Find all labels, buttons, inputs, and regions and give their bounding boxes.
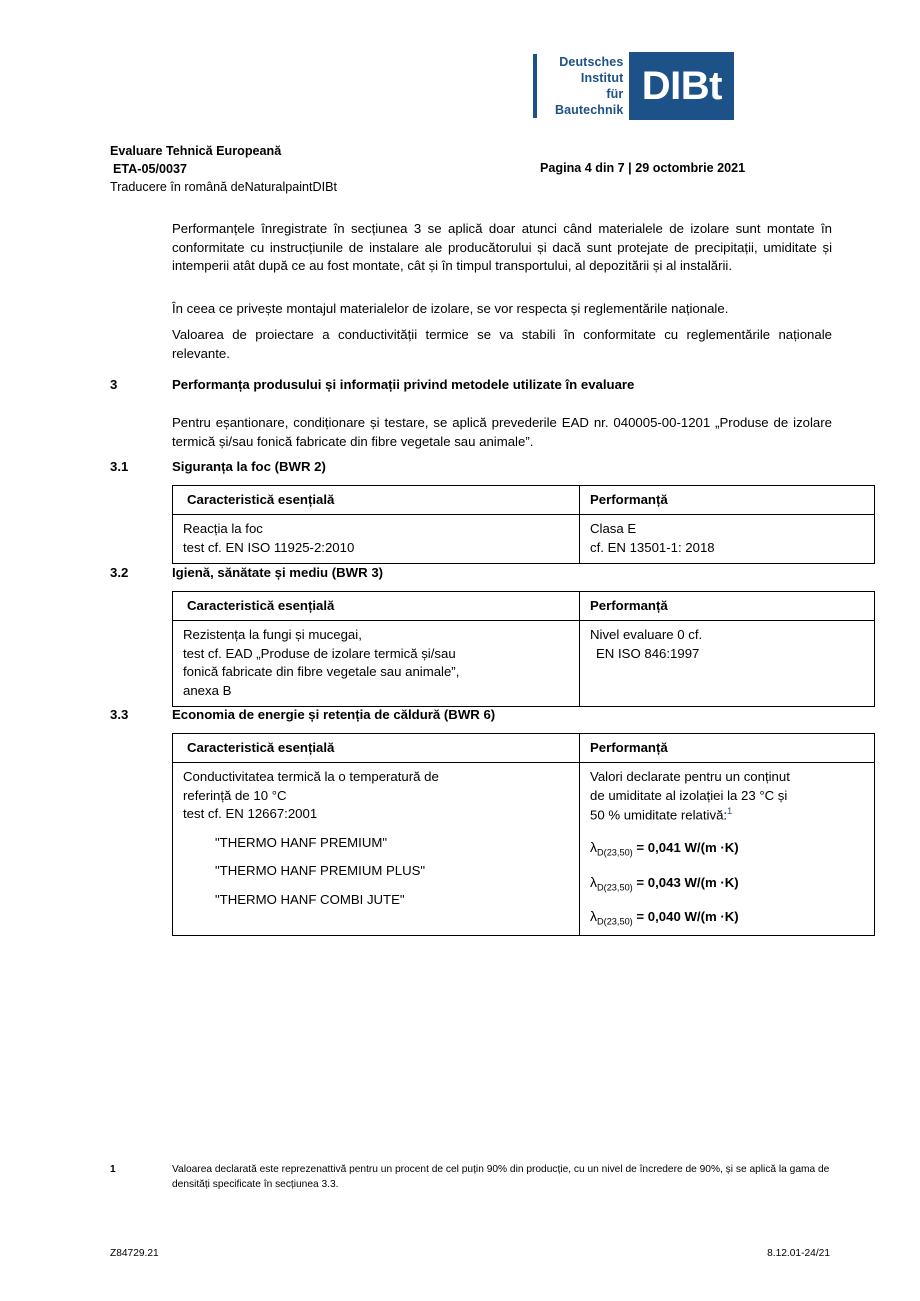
- lambda-symbol: λ: [590, 839, 597, 856]
- lambda-subscript: D(23,50): [597, 847, 633, 858]
- logo-dibt-mark: DIBt: [629, 52, 734, 120]
- logo-line-4: Bautechnik: [555, 103, 624, 117]
- section-title-3: Performanța produsului și informații privind metodele utilizate în evaluare: [172, 377, 635, 392]
- performance-line-2: cf. EN 13501-1: 2018: [590, 539, 715, 555]
- document-header: [110, 143, 810, 197]
- cell-characteristic: [173, 515, 580, 564]
- characteristic-line-3: fonică fabricate din fibre vegetale sau animale”,: [183, 664, 460, 680]
- lambda-value-1: = 0,041 W/(m ·K): [636, 840, 739, 856]
- table-row: [173, 621, 875, 707]
- paragraph-design-value: Valoarea de proiectare a conductivității termice se va stabili în conformitate cu reglementările naționale relevante.: [172, 327, 832, 361]
- logo-accent-bar: [533, 54, 537, 118]
- characteristic-line-1: Conductivitatea termică la o temperatură de: [183, 769, 439, 785]
- table-row: [173, 515, 875, 564]
- characteristic-line-2: referință de 10 °C: [183, 787, 287, 803]
- performance-line-1: Clasa E: [590, 521, 637, 537]
- lambda-symbol: λ: [590, 908, 597, 925]
- footnote-block: [110, 1163, 830, 1193]
- document-footer: [110, 1248, 830, 1259]
- table-header-row: [173, 734, 875, 763]
- section-number-3-1: 3.1: [110, 459, 129, 474]
- translation-note: Traducere în română deNaturalpaintDIBt: [110, 179, 338, 194]
- header-cell-performance: Performanță: [580, 486, 875, 515]
- product-name-3: "THERMO HANF COMBI JUTE": [215, 891, 405, 907]
- paragraph-section-3-intro: Pentru eșantionare, condiționare și testare, se aplică prevederile EAD nr. 040005-00-1201 „Produse de izolare termică și/sau fonică fabricate din fibre vegetale sau animale”.: [172, 415, 832, 449]
- section-title-3-3: Economia de energie și retenția de căldură (BWR 6): [172, 707, 496, 722]
- header-cell-characteristic: Caracteristică esențială: [173, 592, 580, 621]
- logo-line-1: Deutsches: [559, 55, 624, 69]
- section-number-3-2: 3.2: [110, 565, 129, 580]
- lambda-subscript: D(23,50): [597, 882, 633, 893]
- lambda-value-row-2: [590, 873, 866, 895]
- header-cell-performance: Performanță: [580, 592, 875, 621]
- performance-line-2: de umiditate al izolației la 23 °C și: [590, 787, 788, 803]
- cell-performance: [580, 621, 875, 707]
- document-title: Evaluare Tehnică Europeană: [110, 144, 282, 158]
- table-header-row: [173, 486, 875, 515]
- footnote-number: 1: [110, 1164, 116, 1175]
- performance-line-3: [590, 805, 866, 825]
- characteristic-line-3: test cf. EN 12667:2001: [183, 806, 318, 822]
- table-row: [173, 763, 875, 935]
- table-fire-safety: [172, 485, 875, 564]
- performance-line-2: EN ISO 846:1997: [596, 645, 700, 661]
- page-info: Pagina 4 din 7 | 29 octombrie 2021: [540, 161, 746, 175]
- lambda-subscript: D(23,50): [597, 917, 633, 927]
- characteristic-line-2: test cf. EAD „Produse de izolare termică și/sau: [183, 645, 456, 661]
- product-name-2: "THERMO HANF PREMIUM PLUS": [215, 863, 426, 879]
- lambda-value-row-1: [590, 838, 866, 860]
- characteristic-line-4: anexa B: [183, 682, 232, 698]
- performance-line-1: Valori declarate pentru un conținut: [590, 769, 790, 785]
- footer-left-code: Z84729.21: [110, 1248, 159, 1259]
- header-cell-characteristic: Caracteristică esențială: [173, 486, 580, 515]
- section-number-3: 3: [110, 377, 118, 392]
- performance-line-1: Nivel evaluare 0 cf.: [590, 627, 703, 643]
- footnote-reference-marker: 1: [727, 806, 733, 817]
- cell-performance: [580, 515, 875, 564]
- header-cell-characteristic: Caracteristică esențială: [173, 734, 580, 763]
- lambda-symbol: λ: [590, 873, 597, 890]
- table-header-row: [173, 592, 875, 621]
- cell-characteristic: [173, 621, 580, 707]
- section-number-3-3: 3.3: [110, 707, 129, 722]
- logo-line-2: Institut: [580, 71, 624, 85]
- lambda-value-3: = 0,040 W/(m ·K): [636, 909, 739, 925]
- lambda-value-row-3: [590, 907, 866, 929]
- header-cell-performance: Performanță: [580, 734, 875, 763]
- paragraph-national-rules: În ceea ce privește montajul materialelor de izolare, se vor respecta și reglementările naționale.: [172, 301, 729, 316]
- table-energy-economy-heat-retention: [172, 733, 875, 936]
- cell-performance: [580, 763, 875, 935]
- performance-line-3-text: 50 % umiditate relativă:: [590, 807, 728, 823]
- lambda-value-2: = 0,043 W/(m ·K): [636, 874, 739, 890]
- cell-characteristic: [173, 763, 580, 935]
- table-hygiene-health-environment: [172, 591, 875, 707]
- characteristic-line-1: Reacția la foc: [183, 521, 263, 537]
- characteristic-line-1: Rezistența la fungi și mucegai,: [183, 627, 362, 643]
- eta-number: ETA-05/0037: [113, 161, 187, 176]
- logo-wordmark: [555, 52, 629, 120]
- section-title-3-1: Siguranța la foc (BWR 2): [172, 459, 326, 474]
- logo-line-3: für: [606, 87, 624, 101]
- paragraph-installation-conditions: Performanțele înregistrate în secțiunea 3 se aplică doar atunci când materialele de izolare sunt montate în conformitate cu instrucțiunile de instalare ale producătorului și dacă sunt protejate de precipitații, umiditate și intemperii atât după ce au fost montate, cât și în timpul transportului, al depozitării și al instalării.: [172, 221, 832, 274]
- footnote-text: Valoarea declarată este reprezenattivă pentru un procent de cel puțin 90% din producție, cu un nivel de încredere de 90%, și se aplică la gama de densități specificate în secțiunea 3.3.: [172, 1164, 830, 1190]
- section-title-3-2: Igienă, sănătate și mediu (BWR 3): [172, 565, 384, 580]
- footer-right-code: 8.12.01-24/21: [767, 1248, 830, 1259]
- dibt-logo: [533, 52, 753, 120]
- product-name-1: "THERMO HANF PREMIUM": [215, 834, 388, 850]
- characteristic-line-2: test cf. EN ISO 11925-2:2010: [183, 539, 355, 555]
